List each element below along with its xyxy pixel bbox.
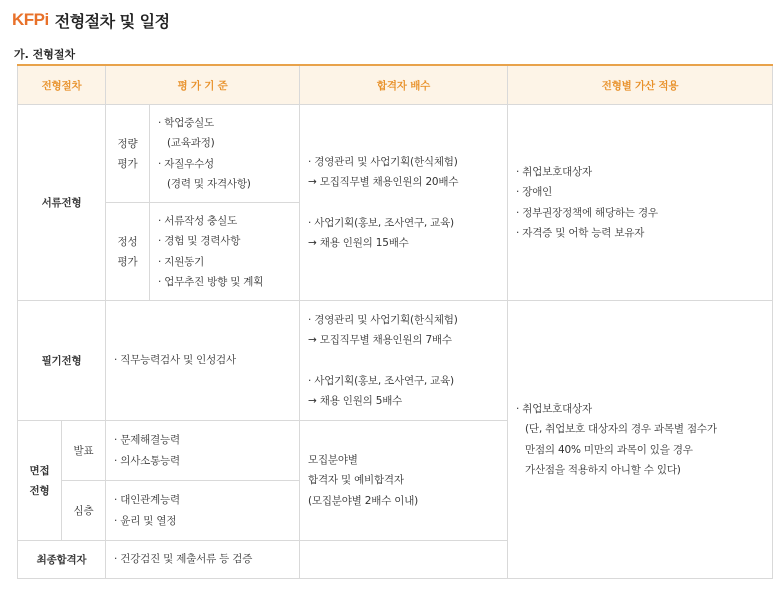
page-header [12, 7, 170, 33]
page-title: 전형절차 및 일정 [54, 11, 170, 31]
written-criteria: · 직무능력검사 및 인성검사 [106, 301, 300, 421]
stage-interview: 면접 전형 [18, 421, 62, 541]
qual-eval-items: · 서류작성 충실도 · 경험 및 경력사항 · 지원동기 · 업무추진 방향 및 계획 [150, 203, 300, 301]
in-depth-label: 심층 [62, 481, 106, 541]
doc-ratio: · 경영관리 및 사업기획(한식체험) → 모집직무별 채용인원의 20배수 · 사업기획(홍보, 조사연구, 교육) → 채용 인원의 15배수 [300, 105, 508, 301]
interview-ratio: 모집분야별 합격자 및 예비합격자 (모집분야별 2배수 이내) [300, 421, 508, 541]
kfpi-logo: KFPi [12, 10, 49, 29]
selection-process-table [17, 64, 773, 579]
quant-eval-items: · 학업중실도 (교육과정) · 자질우수성 (경력 및 자격사항) [150, 105, 300, 203]
header-stage: 전형절차 [18, 65, 106, 105]
quant-eval-label: 정량 평가 [106, 105, 150, 203]
final-criteria: · 건강검진 및 제출서류 등 검증 [106, 541, 300, 579]
header-criteria: 평 가 기 준 [106, 65, 300, 105]
qual-eval-label: 정성 평가 [106, 203, 150, 301]
doc-bonus: · 취업보호대상자 · 장애인 · 정부권장정책에 해당하는 경우 · 자격증 및 어학 능력 보유자 [508, 105, 773, 301]
section-title: 가. 전형절차 [14, 48, 76, 61]
stage-final: 최종합격자 [18, 541, 106, 579]
in-depth-items: · 대인관계능력 · 윤리 및 열정 [106, 481, 300, 541]
presentation-label: 발표 [62, 421, 106, 481]
table-row [18, 105, 773, 203]
table-header-row [18, 65, 773, 105]
written-interview-bonus: · 취업보호대상자 (단, 취업보호 대상자의 경우 과목별 점수가 만점의 40% 미만의 과목이 있을 경우 가산점을 적용하지 아니할 수 있다) [508, 301, 773, 579]
header-ratio: 합격자 배수 [300, 65, 508, 105]
table-row [18, 301, 773, 421]
presentation-items: · 문제해결능력 · 의사소통능력 [106, 421, 300, 481]
header-bonus: 전형별 가산 적용 [508, 65, 773, 105]
final-ratio-empty [300, 541, 508, 579]
stage-written: 필기전형 [18, 301, 106, 421]
stage-document: 서류전형 [18, 105, 106, 301]
written-ratio: · 경영관리 및 사업기획(한식체험) → 모집직무별 채용인원의 7배수 · 사업기획(홍보, 조사연구, 교육) → 채용 인원의 5배수 [300, 301, 508, 421]
